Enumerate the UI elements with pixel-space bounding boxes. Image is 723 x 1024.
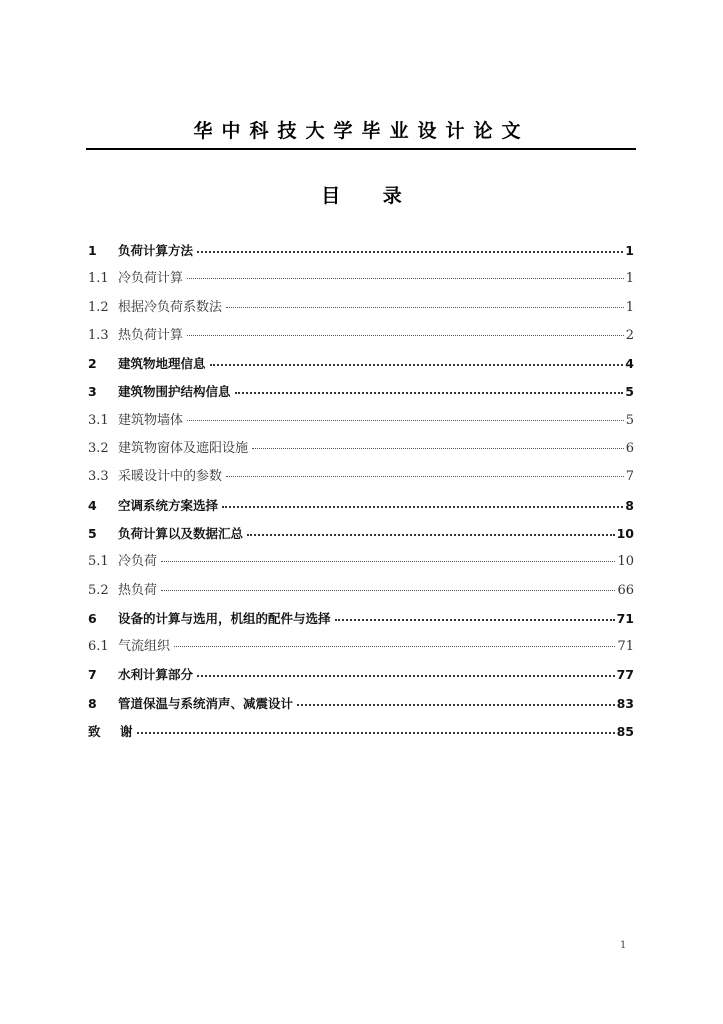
toc-dot-leader [235,382,624,396]
toc-entry-title: 采暖设计中的参数 [118,469,223,485]
toc-dot-leader [252,438,624,452]
toc-dot-leader [197,665,615,679]
toc-entry-title: 气流组织 [118,639,171,655]
toc-entry-title: 管道保温与系统消声、减震设计 [118,695,294,711]
toc-entry-page: 71 [617,639,634,655]
toc-entry[interactable] [88,523,634,551]
toc-entry-title: 热负荷 [118,582,158,598]
toc-entry[interactable] [88,580,634,608]
toc-entry-page: 5 [625,384,634,400]
toc-entry-page: 10 [617,554,634,570]
toc-entry[interactable] [88,495,634,523]
toc-entry-title: 空调系统方案选择 [118,497,219,513]
toc-entry-number: 1.2 [88,299,109,315]
toc-dot-leader [187,325,624,339]
toc-title: 目 录 [321,185,420,207]
toc-entry-title: 负荷计算方法 [118,243,194,258]
toc-entry-number: 5 [88,525,97,541]
toc-dot-leader [174,636,615,650]
toc-entry[interactable] [88,268,634,296]
toc-entry-number: 5.1 [88,554,109,570]
toc-dot-leader [297,694,615,708]
toc-entry[interactable] [88,721,634,749]
toc-entry[interactable] [88,664,634,692]
toc-entry-page: 1 [625,271,634,287]
toc-entry-number: 6.1 [88,639,109,655]
toc-dot-leader [187,410,624,424]
toc-dot-leader [335,609,615,623]
toc-entry[interactable] [88,551,634,579]
toc-dot-leader [210,354,624,368]
toc-entry[interactable] [88,438,634,466]
toc-entry[interactable] [88,353,634,381]
toc-dot-leader [226,297,624,311]
toc-dot-leader [161,551,615,565]
toc-entry-page: 7 [625,469,634,485]
toc-entry[interactable] [88,410,634,438]
toc-entry-title: 负荷计算以及数据汇总 [118,525,244,541]
toc-entry-title: 冷负荷计算 [118,271,184,287]
toc-entry-number: 3 [88,384,97,400]
toc-entry-title: 根据冷负荷系数法 [118,299,223,315]
toc-entry[interactable] [88,297,634,325]
toc-entry-page: 10 [616,525,634,541]
toc-entry-number: 3.2 [88,441,109,457]
header-rule [86,148,636,150]
toc-dot-leader [247,524,615,538]
toc-entry-page: 1 [625,299,634,315]
toc-entry-number: 3.3 [88,469,109,485]
toc-entry-page: 6 [625,441,634,457]
toc-entry-number: 1.1 [88,271,109,287]
header-title: 华中科技大学毕业设计论文 [193,120,530,142]
toc-entry-number: 2 [88,356,97,372]
toc-entry[interactable] [88,466,634,494]
toc-entry-page: 85 [616,724,634,740]
toc-entry[interactable] [88,381,634,409]
toc-entry-page: 8 [625,497,634,513]
toc-entry-title: 谢 [120,724,133,740]
toc-entry-number: 1.3 [88,327,109,343]
toc-entry-title: 冷负荷 [118,554,158,570]
toc-entry-number: 8 [88,695,97,711]
toc-dot-leader [137,722,615,736]
toc-entry-page: 2 [625,327,634,343]
toc-entry[interactable] [88,325,634,353]
toc-entry-title: 热负荷计算 [118,327,184,343]
toc-entry[interactable] [88,240,634,268]
page-number: 1 [620,940,627,951]
toc-entry-number: 6 [88,610,97,626]
toc-entry-number: 5.2 [88,582,109,598]
toc-entry[interactable] [88,636,634,664]
toc-entry-number: 致 [88,724,101,740]
toc-entry-page: 1 [625,243,634,258]
toc-entry-title: 建筑物围护结构信息 [118,384,231,400]
toc-entry-title: 建筑物地理信息 [118,356,206,372]
toc-dot-leader [197,241,623,255]
toc-entry-title: 建筑物窗体及遮阳设施 [118,441,249,457]
toc-dot-leader [161,580,615,594]
toc-entry-page: 77 [616,667,634,683]
toc-dot-leader [226,466,624,480]
toc-dot-leader [222,496,623,510]
toc-entry-number: 7 [88,667,97,683]
toc-entry-page: 83 [616,695,634,711]
toc-entry-page: 66 [617,582,634,598]
toc-entry[interactable] [88,608,634,636]
toc-entry-title: 设备的计算与选用，机组的配件与选择 [118,610,331,626]
toc-entry-page: 4 [625,356,634,372]
toc-entry[interactable] [88,693,634,721]
toc-entry-title: 水利计算部分 [118,667,194,683]
toc-entry-number: 3.1 [88,412,109,428]
toc-dot-leader [187,268,624,282]
toc-entry-page: 5 [625,412,634,428]
table-of-contents [88,240,634,749]
toc-entry-page: 71 [616,610,634,626]
toc-entry-title: 建筑物墙体 [118,412,184,428]
toc-entry-number: 4 [88,497,97,513]
toc-entry-number: 1 [88,243,97,258]
